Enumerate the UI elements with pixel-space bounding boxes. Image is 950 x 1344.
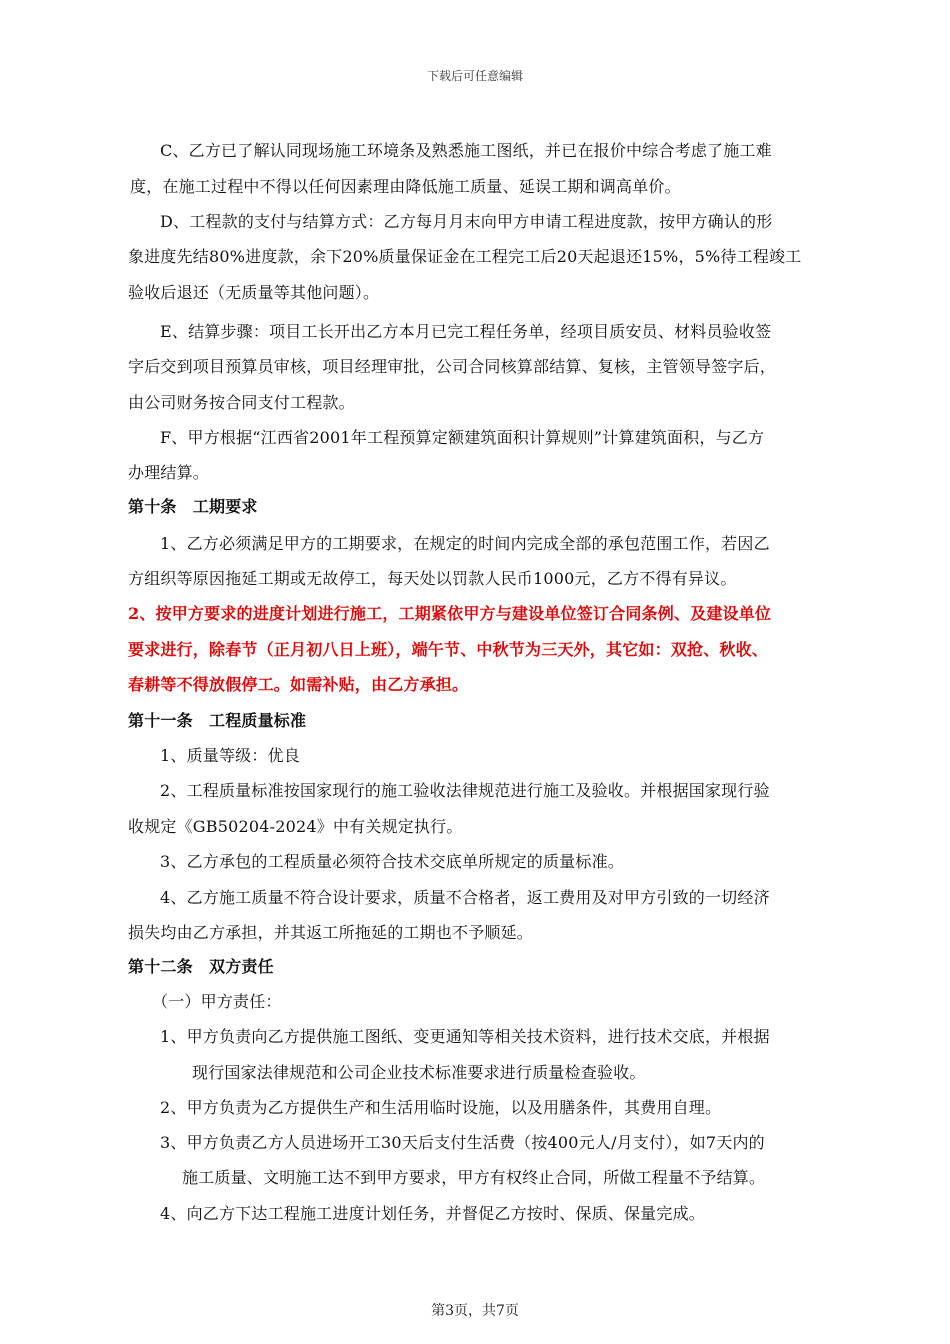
paragraph-line: 现行国家法律规范和公司企业技术标准要求进行质量检查验收。 (192, 1063, 646, 1082)
paragraph-line: 2、工程质量标准按国家现行的施工验收法律规范进行施工及验收。并根据国家现行验 (160, 781, 770, 800)
highlighted-line: 要求进行，除春节（正月初八日上班），端午节、中秋节为三天外，其它如：双抢、秋收、 (128, 640, 769, 659)
paragraph-line: 方组织等原因拖延工期或无故停工，每天处以罚款人民币1000元，乙方不得有异议。 (128, 569, 737, 588)
paragraph-line: 象进度先结80%进度款，余下20%质量保证金在工程完工后20天起退还15%，5%待工程竣工 (128, 247, 802, 266)
paragraph-line: 由公司财务按合同支付工程款。 (128, 393, 355, 412)
paragraph-line: （一）甲方责任： (152, 992, 282, 1011)
paragraph-line: E、结算步骤：项目工长开出乙方本月已完工程任务单，经项目质安员、材料员验收签 (160, 322, 772, 341)
paragraph-line: 2、甲方负责为乙方提供生产和生活用临时设施，以及用膳条件，其费用自理。 (160, 1098, 722, 1117)
paragraph-line: D、工程款的支付与结算方式：乙方每月月末向甲方申请工程进度款，按甲方确认的形 (160, 212, 773, 231)
paragraph-line: 3、乙方承包的工程质量必须符合技术交底单所规定的质量标准。 (160, 852, 624, 871)
paragraph-line: 1、甲方负责向乙方提供施工图纸、变更通知等相关技术资料，进行技术交底，并根据 (160, 1027, 770, 1046)
highlighted-line: 2、按甲方要求的进度计划进行施工，工期紧依甲方与建设单位签订合同条例、及建设单位 (128, 604, 772, 623)
paragraph-line: 3、甲方负责乙方人员进场开工30天后支付生活费（按400元人/月支付），如7天内的 (160, 1133, 765, 1152)
paragraph-line: F、甲方根据“江西省2001年工程预算定额建筑面积计算规则”计算建筑面积，与乙方 (160, 428, 765, 447)
paragraph-line: 收规定《GB50204-2024》中有关规定执行。 (128, 817, 463, 836)
paragraph-line: 施工质量、文明施工达不到甲方要求，甲方有权终止合同，所做工程量不予结算。 (182, 1168, 766, 1187)
page-header: 下载后可任意编辑 (426, 69, 523, 83)
paragraph-line: C、乙方已了解认同现场施工环境条及熟悉施工图纸，并已在报价中综合考虑了施工难 (160, 141, 772, 160)
paragraph-line: 损失均由乙方承担，并其返工所拖延的工期也不予顺延。 (128, 923, 534, 942)
section-heading: 第十条 工期要求 (128, 497, 258, 516)
page-footer: 第3页，共7页 (431, 1303, 519, 1319)
section-heading: 第十二条 双方责任 (128, 957, 274, 976)
paragraph-line: 字后交到项目预算员审核，项目经理审批，公司合同核算部结算、复核，主管领导签字后， (128, 357, 777, 376)
paragraph-line: 验收后退还（无质量等其他问题）。 (128, 283, 380, 302)
highlighted-line: 春耕等不得放假停工。如需补贴，由乙方承担。 (128, 675, 469, 694)
paragraph-line: 1、乙方必须满足甲方的工期要求，在规定的时间内完成全部的承包范围工作，若因乙 (160, 534, 770, 553)
paragraph-line: 办理结算。 (128, 463, 210, 482)
paragraph-line: 1、质量等级：优良 (160, 746, 300, 765)
section-heading: 第十一条 工程质量标准 (128, 711, 307, 730)
paragraph-line: 4、乙方施工质量不符合设计要求，质量不合格者，返工费用及对甲方引致的一切经济 (160, 888, 770, 907)
paragraph-line: 4、向乙方下达工程施工进度计划任务，并督促乙方按时、保质、保量完成。 (160, 1204, 705, 1223)
paragraph-line: 度，在施工过程中不得以任何因素理由降低施工质量、延误工期和调高单价。 (130, 177, 681, 196)
